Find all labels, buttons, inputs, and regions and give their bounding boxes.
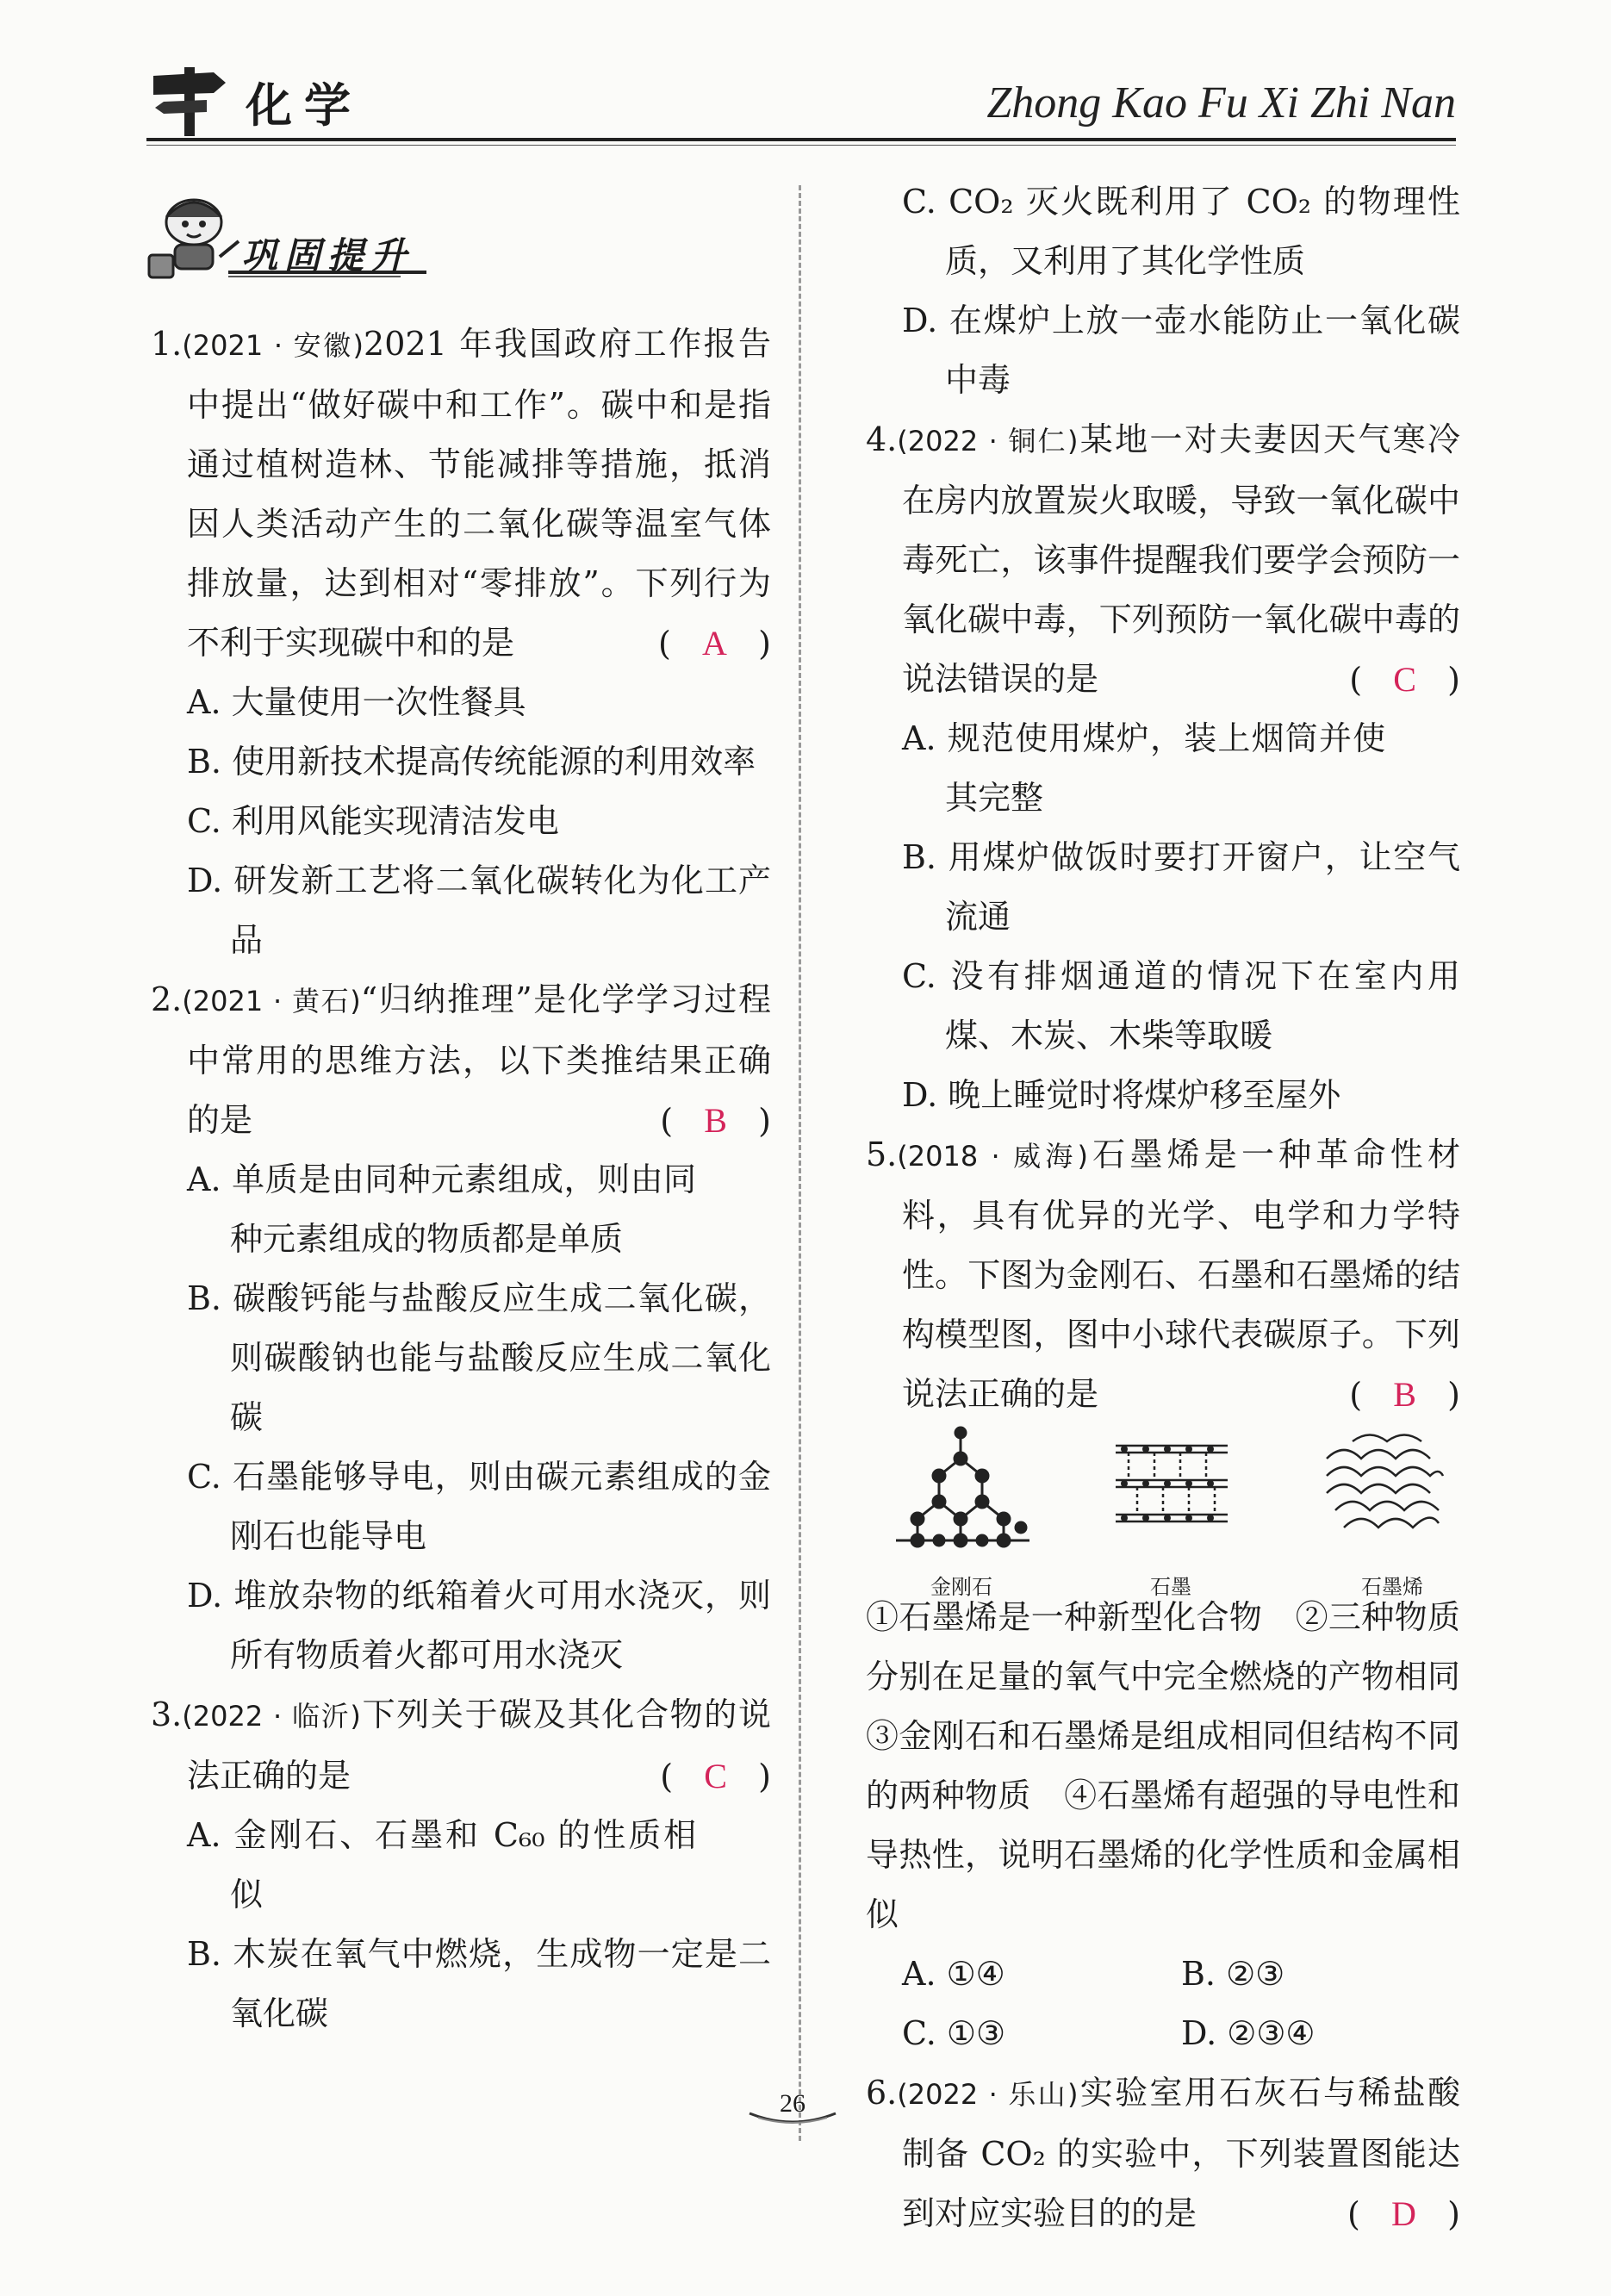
- signpost-icon: [146, 60, 233, 138]
- question-number: 3.: [151, 1696, 183, 1733]
- answer-bracket: ( D ): [1347, 2194, 1460, 2233]
- option: D. 研发新工艺将二氧化碳转化为化工产品: [187, 862, 771, 959]
- option: B. 碳酸钙能与盐酸反应生成二氧化碳，则碳酸钠也能与盐酸反应生成二氧化碳: [187, 1279, 771, 1436]
- statement-list: ①石墨烯是一种新型化合物 ②三种物质分别在足量的氧气中完全燃烧的产物相同 ③金刚石和石墨烯是组成相同但结构不同的两种物质 ④石墨烯有超强的导电性和导热性，说明石墨烯的化学性质和金属相似: [866, 1598, 1494, 1933]
- question-source: (2021 · 安徽): [182, 329, 364, 362]
- option-row: [902, 1944, 1460, 2004]
- question-5: [866, 1125, 1460, 1424]
- question-3: [151, 1685, 771, 1806]
- graphene-structure-image: [1318, 1424, 1447, 1553]
- question-stem: 石墨烯是一种革命性材料，具有优异的光学、电学和力学特性。下图为金刚石、石墨和石墨烯的结构模型图，图中小球代表碳原子。下列说法正确的是: [902, 1136, 1460, 1413]
- question-source: (2022 · 临沂): [182, 1700, 361, 1733]
- option: B. ②③: [1181, 1955, 1285, 1993]
- option: B. 使用新技术提高传统能源的利用效率: [187, 743, 756, 781]
- column-divider: [799, 185, 801, 2141]
- left-column: [151, 172, 771, 2044]
- option: C. 石墨能够导电，则由碳元素组成的金刚石也能导电: [187, 1458, 771, 1555]
- question-2: [151, 970, 771, 1150]
- series-title: Zhong Kao Fu Xi Zhi Nan: [986, 78, 1456, 128]
- question-source: (2022 · 铜仁): [897, 425, 1079, 457]
- question-stem: 2021 年我国政府工作报告中提出“做好碳中和工作”。碳中和是指通过植树造林、节能减排等措施，抵消因人类活动产生的二氧化碳等温室气体排放量，达到相对“零排放”。下列行为不利于实现碳中和的是: [187, 325, 771, 662]
- option: D. 晚上睡觉时将煤炉移至屋外: [902, 1076, 1341, 1114]
- header-rule-thin: [146, 145, 1456, 146]
- figure-label-graphite: 石墨: [1150, 1575, 1191, 1599]
- page-number: 26: [780, 2089, 806, 2118]
- graphite-structure-image: [1111, 1428, 1232, 1549]
- question-stem: 某地一对夫妻因天气寒冷在房内放置炭火取暖，导致一氧化碳中毒死亡，该事件提醒我们要学会预防一氧化碳中毒，下列预防一氧化碳中毒的说法错误的是: [902, 420, 1460, 698]
- question-1: [151, 314, 771, 673]
- answer-bracket: ( B ): [660, 1101, 771, 1140]
- figure-label-graphene: 石墨烯: [1361, 1575, 1423, 1599]
- option: A. ①④: [902, 1955, 1005, 1993]
- answer-mark: B: [704, 1101, 727, 1140]
- answer-bracket: ( B ): [1349, 1375, 1460, 1414]
- question-stem: “归纳推理”是化学学习过程中常用的思维方法，以下类推结果正确的是: [187, 980, 771, 1139]
- question-source: (2018 · 威海): [897, 1140, 1088, 1173]
- option: B. 木炭在氧气中燃烧，生成物一定是二氧化碳: [187, 1935, 771, 2032]
- section-title: 巩固提升: [241, 234, 414, 277]
- header-rule: [146, 138, 1456, 141]
- option: C. ①③: [902, 2014, 1006, 2052]
- option: A. 金刚石、石墨和 C₆₀ 的性质相似: [187, 1816, 697, 1913]
- right-column: [866, 172, 1494, 2244]
- option: D. 堆放杂物的纸箱着火可用水浇灭，则所有物质着火都可用水浇灭: [187, 1577, 771, 1674]
- option: C. 利用风能实现清洁发电: [187, 802, 559, 840]
- question-source: (2021 · 黄石): [182, 985, 361, 1017]
- figure-label-diamond: 金刚石: [930, 1575, 992, 1599]
- diamond-structure-image: [892, 1424, 1038, 1553]
- option-row: [902, 2004, 1460, 2063]
- question-number: 6.: [866, 2074, 898, 2112]
- answer-mark: B: [1393, 1375, 1416, 1414]
- option: A. 规范使用煤炉，装上烟筒并使其完整: [902, 719, 1386, 817]
- question-number: 1.: [151, 325, 183, 363]
- question-4: [866, 410, 1460, 709]
- question-6: [866, 2063, 1460, 2243]
- page-header: [146, 52, 1456, 146]
- question-stem: 实验室用石灰石与稀盐酸制备 CO₂ 的实验中，下列装置图能达到对应实验目的的是: [902, 2074, 1460, 2232]
- answer-mark: A: [702, 624, 727, 663]
- option: D. ②③④: [1181, 2014, 1316, 2052]
- subject-title: 化学: [246, 78, 363, 133]
- option: A. 大量使用一次性餐具: [187, 683, 526, 721]
- answer-mark: C: [1393, 660, 1416, 699]
- question-number: 5.: [866, 1136, 898, 1173]
- option: B. 用煤炉做饭时要打开窗户，让空气流通: [902, 838, 1460, 936]
- answer-mark: D: [1391, 2194, 1416, 2233]
- answer-bracket: ( C ): [1349, 660, 1460, 699]
- answer-mark: C: [704, 1757, 727, 1795]
- option: A. 单质是由同种元素组成，则由同种元素组成的物质都是单质: [187, 1160, 697, 1258]
- question-number: 2.: [151, 980, 183, 1018]
- answer-bracket: ( A ): [657, 624, 771, 663]
- answer-bracket: ( C ): [660, 1757, 771, 1795]
- question-stem: 下列关于碳及其化合物的说法正确的是: [187, 1696, 771, 1795]
- question-source: (2022 · 乐山): [897, 2078, 1079, 2111]
- option: D. 在煤炉上放一壶水能防止一氧化碳中毒: [902, 302, 1460, 399]
- option: C. 没有排烟通道的情况下在室内用煤、木炭、木柴等取暖: [902, 957, 1460, 1055]
- carbon-structures-figure: [883, 1424, 1460, 1599]
- option: C. CO₂ 灭火既利用了 CO₂ 的物理性质，又利用了其化学性质: [902, 183, 1460, 280]
- question-number: 4.: [866, 420, 898, 458]
- section-header: [142, 172, 771, 314]
